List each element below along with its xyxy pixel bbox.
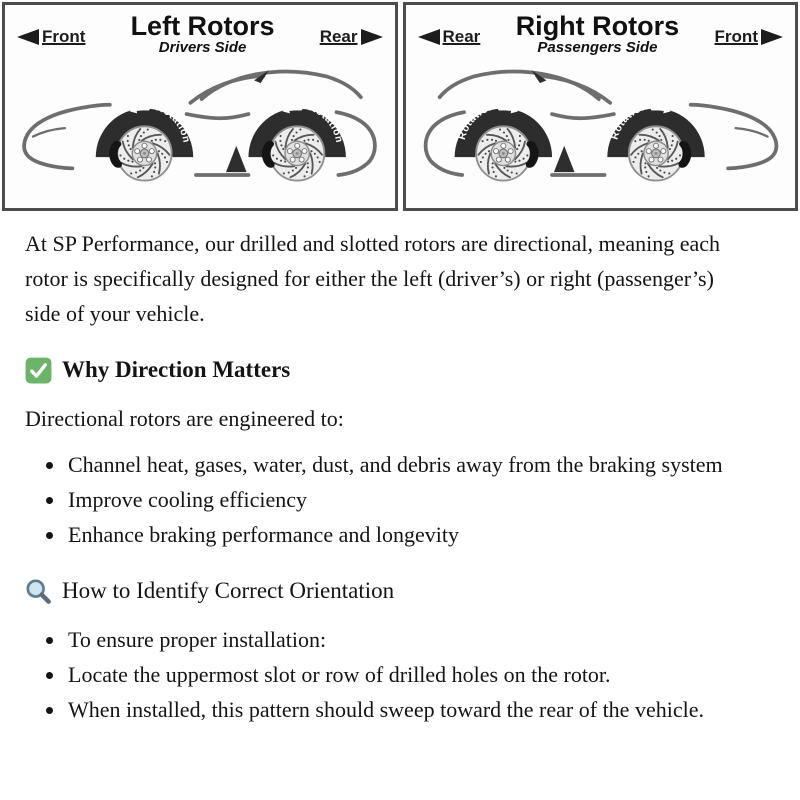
rotor-direction-diagram — [0, 0, 800, 211]
rear-label: Rear — [319, 26, 358, 46]
left-car-illustration — [5, 56, 395, 204]
front-direction-indicator — [715, 12, 783, 56]
rotation-label: Rotation — [609, 101, 649, 142]
rotation-label: Rotation — [306, 102, 345, 144]
magnifier-icon — [25, 578, 52, 605]
article-body — [0, 211, 800, 727]
arrow-right-icon — [361, 29, 383, 45]
orientation-steps-list — [25, 622, 766, 727]
front-label: Front — [42, 26, 86, 46]
bullet-item: • Improve cooling efficiency — [66, 482, 766, 517]
panel-subtitle: Passengers Side — [537, 39, 658, 56]
right-rotors-panel — [403, 2, 799, 211]
left-panel-titles — [131, 12, 275, 56]
front-direction-indicator — [17, 12, 85, 56]
heading-text: Why Direction Matters — [62, 357, 291, 382]
bullet-item: • When installed, this pattern should sweep toward the rear of the vehicle. — [66, 692, 766, 727]
panel-title: Right Rotors — [515, 11, 680, 41]
bullet-item: • To ensure proper installation: — [66, 622, 766, 657]
left-panel-header — [5, 5, 395, 56]
arrow-right-icon — [761, 29, 783, 45]
rotation-label: Rotation — [456, 101, 496, 142]
engineered-lead: Directional rotors are engineered to: — [25, 406, 344, 431]
right-car-illustration — [406, 56, 796, 204]
rear-direction-indicator — [418, 12, 481, 56]
arrow-left-icon — [418, 29, 440, 45]
bullet-item: • Enhance braking performance and longevity — [66, 517, 766, 552]
left-rotors-panel — [2, 2, 398, 211]
heading-text: How to Identify Correct Orientation — [62, 578, 395, 603]
bullet-item: • Channel heat, gases, water, dust, and debris away from the braking system — [66, 447, 766, 482]
rear-direction-indicator — [320, 12, 383, 56]
front-label: Front — [714, 26, 758, 46]
benefits-list — [25, 447, 766, 552]
arrow-left-icon — [17, 29, 39, 45]
panel-subtitle: Drivers Side — [158, 39, 247, 56]
rotation-label: Rotation — [154, 102, 192, 144]
right-panel-titles — [516, 12, 679, 56]
panel-title: Left Rotors — [130, 11, 275, 41]
check-icon — [25, 357, 52, 384]
how-to-identify-heading — [25, 576, 770, 606]
rear-label: Rear — [442, 26, 481, 46]
why-direction-matters-heading — [25, 355, 770, 385]
intro-paragraph: At SP Performance, our drilled and slotted rotors are directional, meaning each rotor is specifically designed for either the left (driver’s) or right (passenger’s) side of your vehicle. — [25, 231, 721, 326]
bullet-item: • Locate the uppermost slot or row of drilled holes on the rotor. — [66, 657, 766, 692]
right-panel-header — [406, 5, 796, 56]
